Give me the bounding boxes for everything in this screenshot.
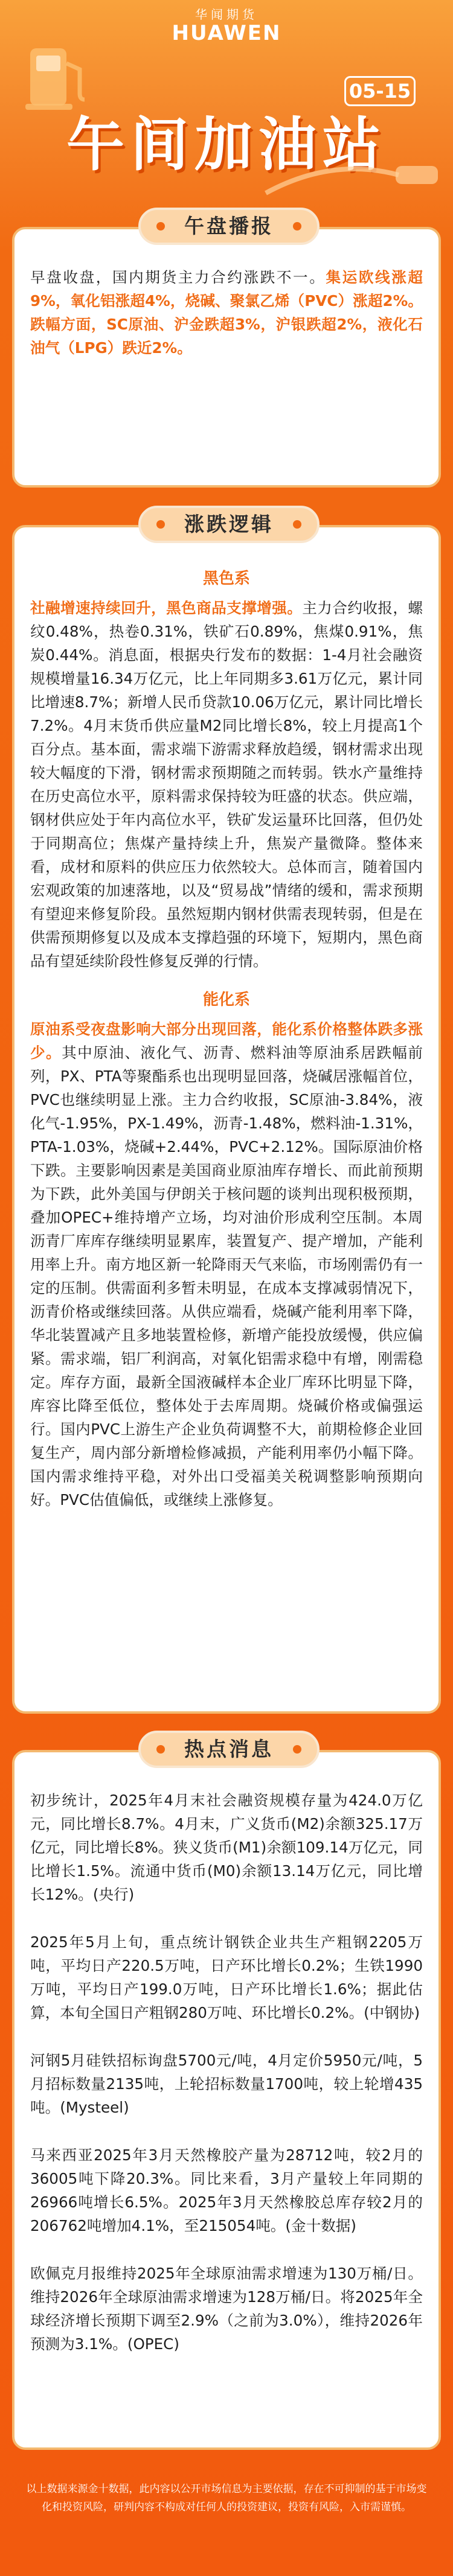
date-badge: 05-15 (344, 76, 416, 106)
black-series-highlight: 社融增速持续回升，黑色商品支撑增强。 (30, 599, 303, 617)
energy-series-text (30, 1017, 423, 1512)
disclaimer: 以上数据来源金十数据，此内容以公开市场信息为主要依据，存在不可抑制的基于市场变化和投资风险，研判内容不构成对任何人的投资建议，投资有风险，入市需谨慎。 (26, 2483, 427, 2513)
logic-tab: 涨跌逻辑 (138, 506, 320, 543)
news-item: 2025年5月上旬，重点统计钢铁企业共生产粗钢2205万吨，平均日产220.5万吨，日产环比增长0.2%；生铁1990万吨，平均日产199.0万吨，日产环比增长1.6%；据此估算，本旬全国日产粗钢280万吨、环比增长0.2%。(中钢协) (30, 1933, 423, 2021)
logic-card (12, 512, 441, 1714)
news-tab: 热点消息 (138, 1731, 320, 1768)
energy-series-highlight: 原油系受夜盘影响大部分出现回落，能化系价格整体跌多涨少。 (30, 1020, 423, 1061)
news-item: 欧佩克月报维持2025年全球原油需求增速为130万桶/日。维持2026年全球原油需求增速为128万桶/日。将2025年全球经济增长预期下调至2.9%（之前为3.0%），维持2026年预测为3.1%。(OPEC) (30, 2265, 423, 2353)
fuel-pump-icon (12, 36, 103, 115)
morning-report-card (12, 214, 441, 488)
brand-logo (0, 7, 453, 45)
news-card (12, 1737, 441, 2450)
energy-series-body: 其中原油、液化气、沥青、燃料油等原油系居跌幅前列，PX、PTA等聚酯系也出现明显回落，烧碱居涨幅首位，PVC也继续明显上涨。主力合约收报，SC原油-3.84%，液化气-1.95%，PX-1.49%，沥青-1.48%，燃料油-1.31%，PTA-1.03%，烧碱+2.44%，PVC+2.12%。国际原油价格下跌。主要影响因素是美国商业原油库存增长、而此前预期为下跌，此外美国与伊朗关于核问题的谈判出现积极预期，叠加OPEC+维持增产立场，均对油价形成利空压制。本周沥青厂库库存继续明显累库，装置复产、提产增加，产能利用率上升。南方地区新一轮降雨天气来临，市场刚需仍有一定的压制。供需面利多暂未明显，在成本支撑减弱情况下，沥青价格或继续回落。从供应端看，烧碱产能利用率下降，华北装置减产且多地装置检修，新增产能投放缓慢，供应偏紧。需求端，铝厂利润高，对氧化铝需求稳中有增，刚需稳定。库存方面，最新全国液碱样本企业厂库环比明显下降，库容比降至低位，整体处于去库周期。烧碱价格或偏强运行。国内PVC上游生产企业负荷调整不大，前期检修企业回复生产，周内部分新增检修减损，产能利用率仍小幅下降。国内需求维持平稳，对外出口受福美关税调整影响预期向好。PVC估值偏低，或继续上涨修复。 (30, 1044, 423, 1509)
black-series-body: 主力合约收报，螺纹0.48%，热卷0.31%，铁矿石0.89%，焦煤0.91%，焦炭0.44%。消息面，根据央行发布的数据：1-4月社会融资规模增量16.34万亿元，比上年同期多3.61万亿元，累计同比增速8.7%；新增人民币贷款10.06万亿元，累计同比增长7.2%。4月末货币供应量M2同比增长8%，较上月提高1个百分点。基本面，需求端下游需求释放趋缓，钢材需求出现较大幅度的下滑，钢材需求预期随之而转弱。铁水产量维持在历史高位水平，原料需求保持较为旺盛的状态。供应端，钢材供应处于年内高位水平，铁矿发运量环比回落，但仍处于同期高位；焦煤产量持续上升，焦炭产量微降。整体来看，成材和原料的供应压力依然较大。总体而言，随着国内宏观政策的加速落地，以及“贸易战”情绪的缓和，需求预期有望迎来修复阶段。虽然短期内钢材供需表现转弱，但是在供需预期修复以及成本支撑趋强的环境下，短期内，黑色商品有望延续阶段性修复反弹的行情。 (30, 599, 423, 970)
news-item: 马来西亚2025年3月天然橡胶产量为28712吨，较2月的36005吨下降20.3%。同比来看，3月产量较上年同期的26966吨增长6.5%。2025年3月天然橡胶总库存较2月的206762吨增加4.1%，至215054吨。(金十数据) (30, 2146, 423, 2234)
news-item: 河钢5月硅铁招标询盘5700元/吨，4月定价5950元/吨，5月招标数量2135吨，上轮招标数量1700吨，较上轮增435吨。(Mysteel) (30, 2052, 423, 2116)
energy-series-title: 能化系 (202, 991, 250, 1009)
logo-en: HUAWEN (172, 21, 281, 45)
morning-report-text (30, 266, 423, 360)
fuel-nozzle-icon (260, 151, 453, 205)
page-title: 午间加油站 (66, 111, 387, 179)
black-series-text (30, 596, 423, 973)
header (0, 0, 453, 199)
logo-cn: 华闻期货 (195, 7, 258, 22)
black-series-title: 黑色系 (202, 570, 250, 588)
morning-report-plain: 早盘收盘，国内期货主力合约涨跌不一。 (30, 269, 326, 286)
morning-report-tab: 午盘播报 (138, 208, 320, 245)
news-item: 初步统计，2025年4月末社会融资规模存量为424.0万亿元，同比增长8.7%。4月末，广义货币(M2)余额325.17万亿元，同比增长8%。狭义货币(M1)余额109.14万亿元，同比增长1.5%。流通中货币(M0)余额13.14万亿元，同比增长12%。(央行) (30, 1792, 423, 1903)
morning-report-highlight: 集运欧线涨超9%，氧化铝涨超4%，烧碱、聚氯乙烯（PVC）涨超2%。跌幅方面，SC原油、沪金跌超3%，沪银跌超2%，液化石油气（LPG）跌近2%。 (30, 269, 423, 357)
